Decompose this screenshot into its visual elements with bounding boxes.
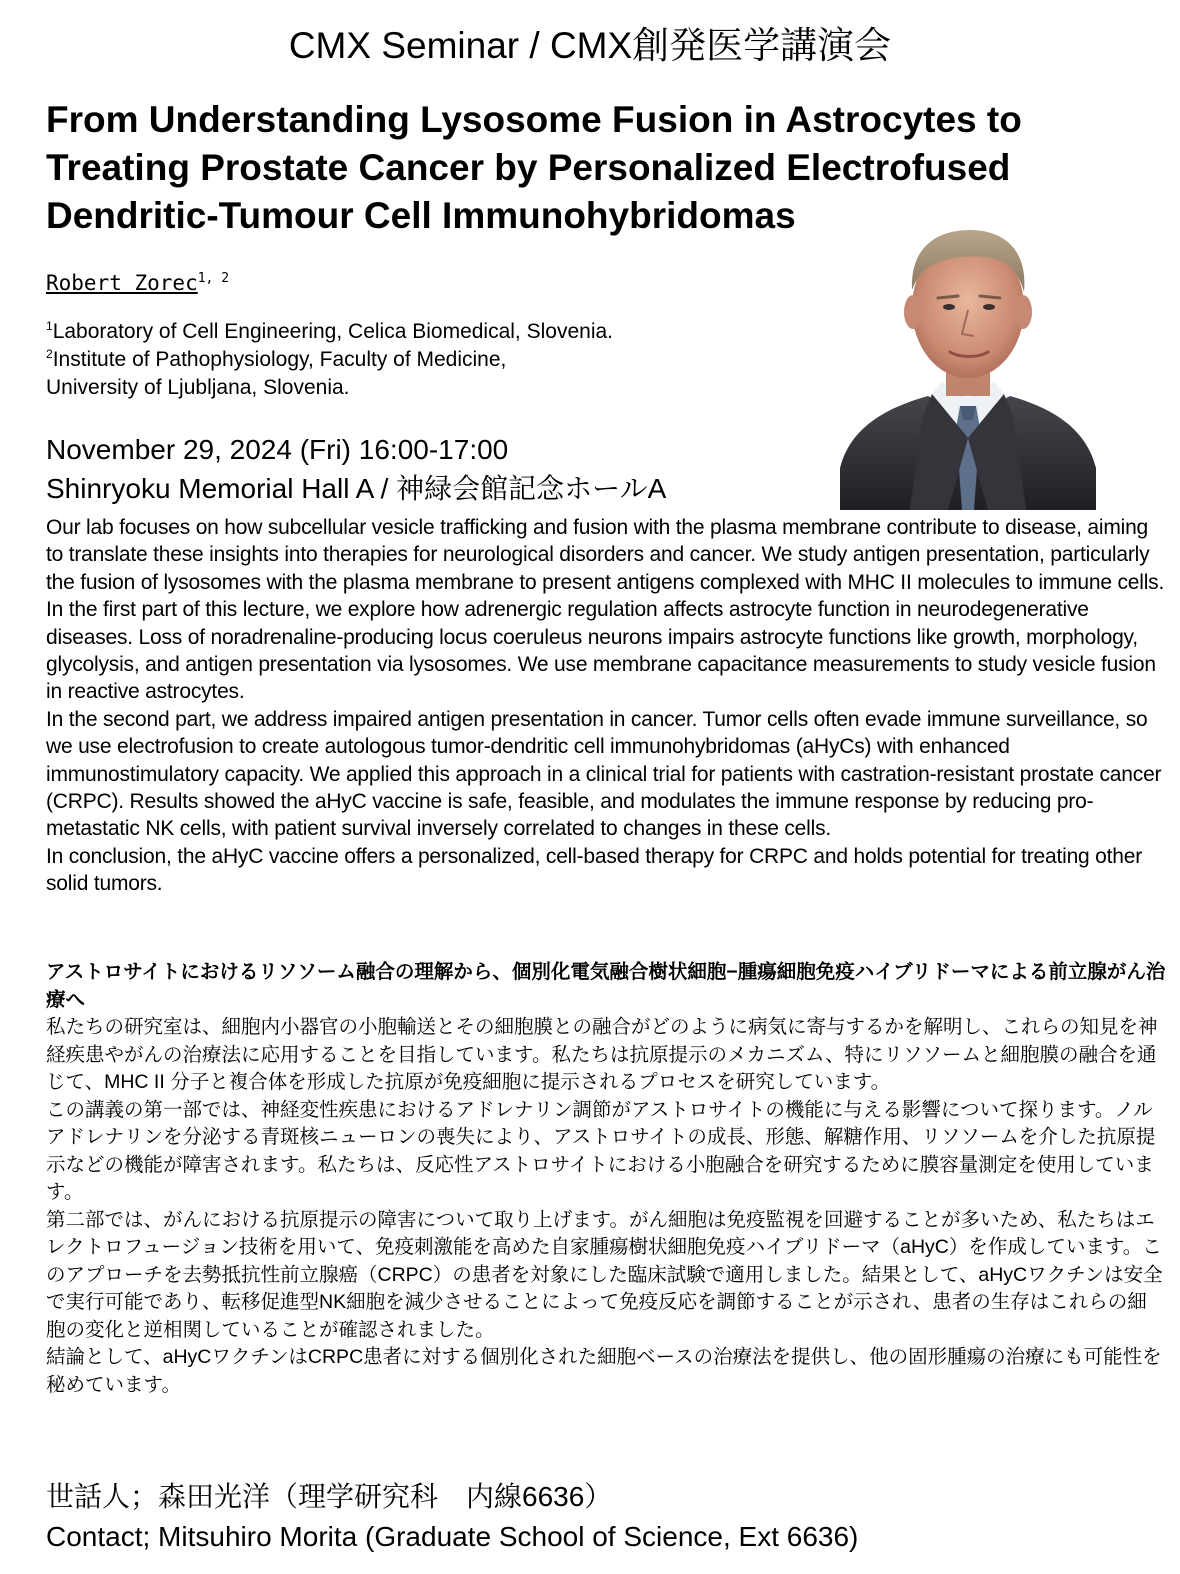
portrait-illustration	[840, 206, 1096, 510]
seminar-header: CMX Seminar / CMX創発医学講演会	[288, 25, 892, 66]
speaker-name	[46, 268, 229, 298]
title-line: From Understanding Lysosome Fusion in Astrocytes to	[46, 99, 1022, 140]
affiliations	[46, 318, 826, 402]
abstract-paragraph: Our lab focuses on how subcellular vesicle trafficking and fusion with the plasma membrane contribute to disease, aiming to translate these insights into therapies for neurological disorders and cancer. We study antigen presentation, particularly the fusion of lysosomes with the plasma membrane to present antigens complexed with MHC II molecules to immune cells.	[46, 516, 1165, 594]
japanese-paragraph: 第二部では、がんにおける抗原提示の障害について取り上げます。がん細胞は免疫監視を回避することが多いため、私たちはエレクトロフュージョン技術を用いて、免疫刺激能を高めた自家腫瘍樹状細胞免疫ハイブリドーマ（aHyC）を作成しています。このアプローチを去勢抵抗性前立腺癌（CRPC）の患者を対象にした臨床試験で適用しました。結果として、aHyCワクチンは安全で実行可能であり、転移促進型NK細胞を減少させることによって免疫反応を調節することが示され、患者の生存はこれらの細胞の変化と逆相関していることが確認されました。	[46, 1208, 1163, 1341]
speaker-name-text: Robert Zorec	[46, 271, 198, 295]
abstract-japanese	[46, 959, 1166, 1399]
abstract-paragraph: In the first part of this lecture, we explore how adrenergic regulation affects astrocyte function in neurodegenerative diseases. Loss of noradrenaline-producing locus coeruleus neurons impairs astrocyte functions like growth, morphology, glycolysis, and antigen presentation via lysosomes. We use membrane capacitance measurements to study vesicle fusion in reactive astrocytes.	[46, 598, 1156, 704]
japanese-paragraph: 私たちの研究室は、細胞内小器官の小胞輸送とその細胞膜との融合がどのように病気に寄与するかを解明し、これらの知見を神経疾患やがんの治療法に応用することを目指しています。私たちは抗原提示のメカニズム、特にリソソームと細胞膜の融合を通じて、MHC II 分子と複合体を形成した抗原が免疫細胞に提示されるプロセスを研究しています。	[46, 1016, 1158, 1093]
affiliation-line: $^2$Institute of Pathophysiology, Faculty of Medicine,	[46, 347, 507, 371]
abstract-paragraph: In the second part, we address impaired antigen presentation in cancer. Tumor cells often evade immune surveillance, so we use electrofusion to create autologous tumor-dendritic cell immunohybridomas (aHyCs) with enhanced immunostimulatory capacity. We applied this approach in a clinical trial for patients with castration-resistant prostate cancer (CRPC). Results showed the aHyC vaccine is safe, feasible, and modulates the immune response by reducing pro-metastatic NK cells, with patient survival inversely correlated to changes in these cells.	[46, 707, 1162, 841]
speaker-portrait-photo	[840, 206, 1096, 510]
japanese-title: アストロサイトにおけるリソソーム融合の理解から、個別化電気融合樹状細胞−腫瘍細胞免疫ハイブリドーマによる前立腺がん治療へ	[46, 961, 1166, 1011]
speaker-affiliation-marks: 1, 2	[197, 271, 230, 286]
title-line: Dendritic-Tumour Cell Immunohybridomas	[46, 195, 796, 236]
japanese-paragraph: この講義の第一部では、神経変性疾患におけるアドレナリン調節がアストロサイトの機能に与える影響について探ります。ノルアドレナリンを分泌する青斑核ニューロンの喪失により、アストロサイトの成長、形態、解糖作用、リソソームを介した抗原提示などの機能が障害されます。私たちは、反応性アストロサイトにおける小胞融合を研究するために膜容量測定を使用しています。	[46, 1098, 1156, 1203]
contact-japanese: 世話人；森田光洋（理学研究科 内線6636）	[46, 1481, 613, 1512]
contact-english: Contact; Mitsuhiro Morita (Graduate School of Science, Ext 6636)	[46, 1521, 859, 1552]
japanese-paragraph: 結論として、aHyCワクチンはCRPC患者に対する個別化された細胞ベースの治療法を提供し、他の固形腫瘍の治療にも可能性を秘めています。	[46, 1346, 1162, 1396]
event-datetime: November 29, 2024 (Fri) 16:00-17:00	[46, 434, 509, 465]
affiliation-line: University of Ljubljana, Slovenia.	[46, 376, 350, 399]
affiliation-line: $^1$Laboratory of Cell Engineering, Celica Biomedical, Slovenia.	[46, 319, 613, 343]
event-venue: Shinryoku Memorial Hall A / 神緑会館記念ホールA	[46, 473, 667, 504]
title-line: Treating Prostate Cancer by Personalized Electrofused	[46, 147, 1011, 188]
abstract-paragraph: In conclusion, the aHyC vaccine offers a personalized, cell-based therapy for CRPC and holds potential for treating other solid tumors.	[46, 844, 1143, 896]
abstract-english	[46, 514, 1166, 898]
